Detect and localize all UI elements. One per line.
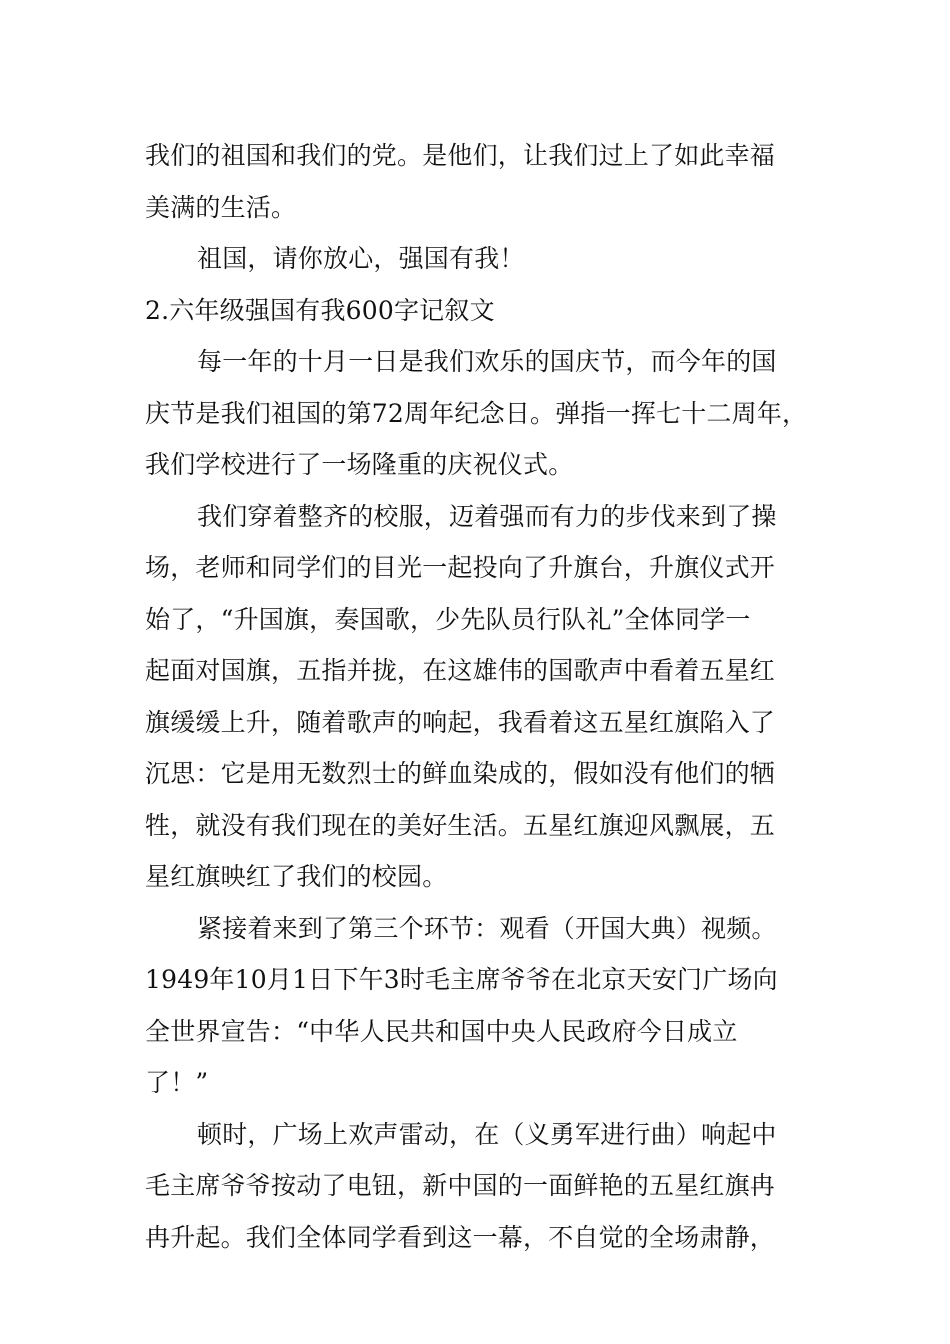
text-line: 全世界宣告：“中华人民共和国中央人民政府今日成立 (145, 1016, 738, 1046)
text-line: 1949年10月1日下午3时毛主席爷爷在北京天安门广场向 (145, 965, 778, 994)
text-line: 沉思：它是用无数烈士的鲜血染成的，假如没有他们的牺 (145, 759, 776, 788)
text-line: 旗缓缓上升，随着歌声的响起，我看着这五星红旗陷入了 (145, 707, 776, 737)
text-line: 始了，“升国旗，奏国歌，少先队员行队礼”全体同学一 (145, 604, 751, 634)
text-line: 庆节是我们祖国的第72周年纪念日。弹指一挥七十二周年， (145, 398, 808, 428)
section-heading: 2.六年级强国有我600字记叙文 (145, 295, 495, 325)
text-line: 牲，就没有我们现在的美好生活。五星红旗迎风飘展，五 (145, 810, 776, 840)
text-line: 祖国，请你放心，强国有我！ (197, 244, 525, 273)
document-body (145, 130, 825, 1263)
text-line: 毛主席爷爷按动了电钮，新中国的一面鲜艳的五星红旗冉 (145, 1171, 776, 1200)
text-line: 紧接着来到了第三个环节：观看（开国大典）视频。 (197, 913, 777, 943)
text-line: 我们学校进行了一场隆重的庆祝仪式。 (145, 450, 574, 479)
text-line: 冉升起。我们全体同学看到这一幕，不自觉的全场肃静， (145, 1222, 776, 1252)
text-line: 每一年的十月一日是我们欢乐的国庆节，而今年的国 (197, 347, 777, 376)
text-line: 星红旗映红了我们的校园。 (145, 862, 448, 891)
text-line: 美满的生活。 (145, 192, 297, 222)
text-line: 了！” (145, 1068, 209, 1097)
text-line: 顿时，广场上欢声雷动，在（义勇军进行曲）响起中 (197, 1119, 777, 1149)
text-line: 我们穿着整齐的校服，迈着强而有力的步伐来到了操 (197, 501, 777, 531)
text-line: 场，老师和同学们的目光一起投向了升旗台，升旗仪式开 (145, 553, 776, 582)
text-line: 起面对国旗，五指并拢，在这雄伟的国歌声中看着五星红 (145, 656, 776, 685)
text-line: 我们的祖国和我们的党。是他们，让我们过上了如此幸福 (145, 141, 776, 170)
